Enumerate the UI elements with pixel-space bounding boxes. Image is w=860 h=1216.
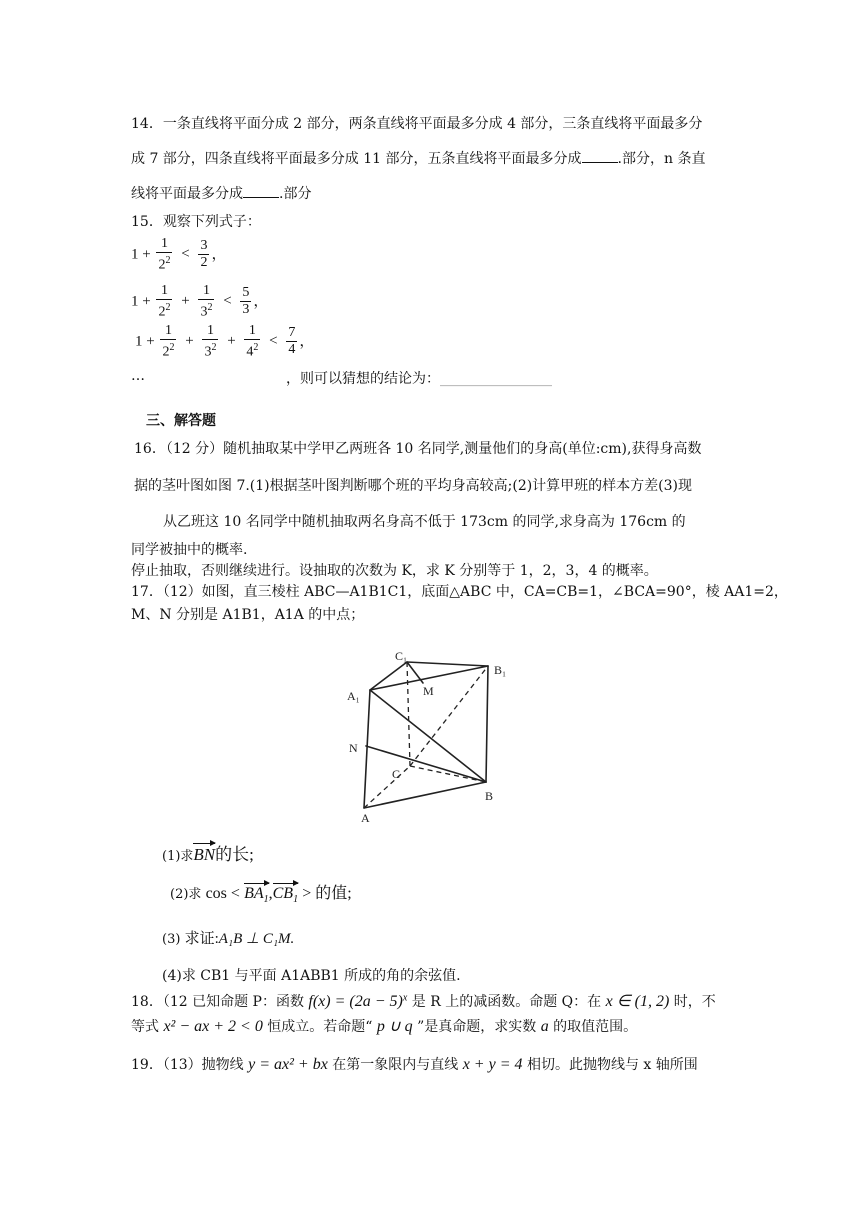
q15-conclusion-text: ，则可以猜想的结论为： [286, 371, 440, 387]
ineq1-lead: 1 + [131, 246, 151, 263]
inequality-row-2: 1 + $\frac{1}{2^2}$ + $\frac{1}{3^2}$ < $\frac{5}{3}$ ， [131, 283, 269, 320]
q18-line2 [131, 1016, 637, 1036]
q17-part1 [162, 840, 254, 865]
q14-line3-tail: .部分 [279, 186, 312, 202]
q19-text-a: 19．（13）抛物线 [131, 1057, 244, 1073]
q19-math-parabola: y = ax² + bx [248, 1056, 328, 1073]
label-B1: B₁ [494, 663, 507, 677]
fraction: $\frac{1}{3^2}$ [200, 283, 213, 320]
q18-text-f: ”是真命题，求实数 [417, 1019, 537, 1035]
q18-text-e: 恒成立。若命题“ [267, 1019, 373, 1035]
q17-part4: (4)求 CB1 与平面 A1ABB1 所成的角的余弦值. [162, 968, 461, 984]
q18-math-f: f(x) = (2a − 5) [308, 993, 403, 1010]
q18-text-g: 的取值范围。 [553, 1019, 638, 1035]
q15-title: 15．观察下列式子： [131, 214, 261, 230]
label-N: N [349, 741, 358, 755]
q14-line2-text: 成 7 部分，四条直线将平面最多分成 11 部分，五条直线将平面最多分成 [131, 151, 582, 167]
fraction-rhs: $\frac{3}{2}$ [200, 238, 208, 271]
q16-line4: 同学被抽中的概率. [131, 542, 248, 558]
label-A: A [361, 811, 370, 825]
comma: , [268, 885, 273, 902]
q14-line1: 14．一条直线将平面分成 2 部分，两条直线将平面最多分成 4 部分，三条直线将平面最多分 [131, 116, 703, 132]
vector-BN: BN [193, 845, 216, 864]
q14-line3-text: 线将平面最多分成 [131, 186, 243, 202]
fraction: $\frac{1}{3^2}$ [204, 323, 217, 360]
part3-text: 求证: [184, 931, 219, 947]
part3-math: A₁B ⊥ C₁M. [218, 931, 295, 947]
q18-text-b: 是 R 上的减函数。命题 Q：在 [411, 994, 602, 1010]
part1-prefix: (1)求 [162, 849, 194, 864]
answer-blank [582, 149, 618, 163]
fraction-rhs: $\frac{5}{3}$ [242, 285, 250, 318]
fraction: $\frac{1}{2^2}$ [162, 323, 175, 360]
q18-text-c: 时，不 [673, 994, 716, 1010]
answer-line: ________________ [440, 371, 552, 387]
q19-text-b: 在第一象限内与直线 [332, 1057, 459, 1073]
q18-line1 [131, 991, 716, 1011]
fraction: $\frac{1}{2^2}$ [158, 283, 171, 320]
label-B: B [485, 789, 494, 803]
inequality-row-1: 1 + $\frac{1}{2^2}$ < $\frac{3}{2}$ ， [131, 236, 227, 273]
q14-line2 [131, 148, 705, 168]
fraction-rhs: $\frac{7}{4}$ [288, 325, 296, 358]
label-M: M [423, 684, 434, 698]
q14-line3 [131, 183, 311, 203]
label-C1: C₁ [395, 649, 408, 663]
q18-math-pq: p ∪ q [376, 1018, 413, 1035]
part3-prefix: (3) [162, 932, 181, 947]
fraction: $\frac{1}{4^2}$ [246, 323, 259, 360]
q17-line1: 17．（12）如图，直三棱柱 ABC—A1B1C1，底面△ABC 中，CA=CB=1，∠BCA=90°，棱 AA1=2， [131, 584, 788, 600]
vector-CB1: $CB_1$ [272, 885, 299, 906]
q15-conclusion [286, 368, 552, 388]
q18-math-x: x ∈ (1, 2) [605, 993, 670, 1010]
q18-text-d: 等式 [131, 1019, 159, 1035]
part2-suffix: > 的值; [302, 885, 352, 902]
q17-line2: M、N 分别是 A1B1，A1A 的中点； [131, 607, 365, 623]
answer-blank [243, 184, 279, 198]
cos-label: cos < [205, 885, 240, 902]
q19-math-line: x + y = 4 [462, 1056, 523, 1073]
q16-line3: 从乙班这 10 名同学中随机抽取两名身高不低于 173cm 的同学,求身高为 176cm 的 [163, 514, 686, 530]
vector-BA1: $BA_1$ [244, 885, 269, 906]
fraction: $\frac{1}{2^2}$ [158, 236, 171, 273]
q16-line5: 停止抽取，否则继续进行。设抽取的次数为 K，求 K 分别等于 1，2，3，4 的概率。 [131, 563, 658, 579]
q19-line1 [131, 1054, 698, 1074]
q18-math-ineq: x² − ax + 2 < 0 [163, 1018, 263, 1035]
q17-part3 [162, 927, 294, 948]
q18-exponent: x [402, 992, 408, 1004]
ineq3-lead: 1 + [135, 333, 155, 350]
part1-suffix: 的长; [215, 845, 254, 864]
q16-line1: 16．（12 分）随机抽取某中学甲乙两班各 10 名同学,测量他们的身高(单位:cm),获得身高数 [134, 441, 702, 457]
q18-text-a: 18．（12 已知命题 P：函数 [131, 994, 304, 1010]
q14-line2-tail: .部分，n 条直 [617, 151, 706, 167]
q17-part2 [170, 880, 352, 905]
label-C: C [392, 767, 401, 781]
ineq2-lead: 1 + [131, 293, 151, 310]
section-heading: 三、解答题 [146, 413, 216, 429]
label-A1: A₁ [347, 689, 360, 703]
prism-figure [340, 640, 520, 825]
part2-prefix: (2)求 [170, 887, 202, 902]
ellipsis: … [131, 368, 145, 384]
q18-math-a: a [540, 1018, 549, 1035]
q19-text-c: 相切。此抛物线与 x 轴所围 [526, 1057, 698, 1073]
inequality-row-3: 1 + $\frac{1}{2^2}$ + $\frac{1}{3^2}$ + $\frac{1}{4^2}$ < $\frac{7}{4}$ ， [135, 323, 315, 360]
q16-line2: 据的茎叶图如图 7.(1)根据茎叶图判断哪个班的平均身高较高;(2)计算甲班的样本方差(3)现 [134, 478, 693, 494]
